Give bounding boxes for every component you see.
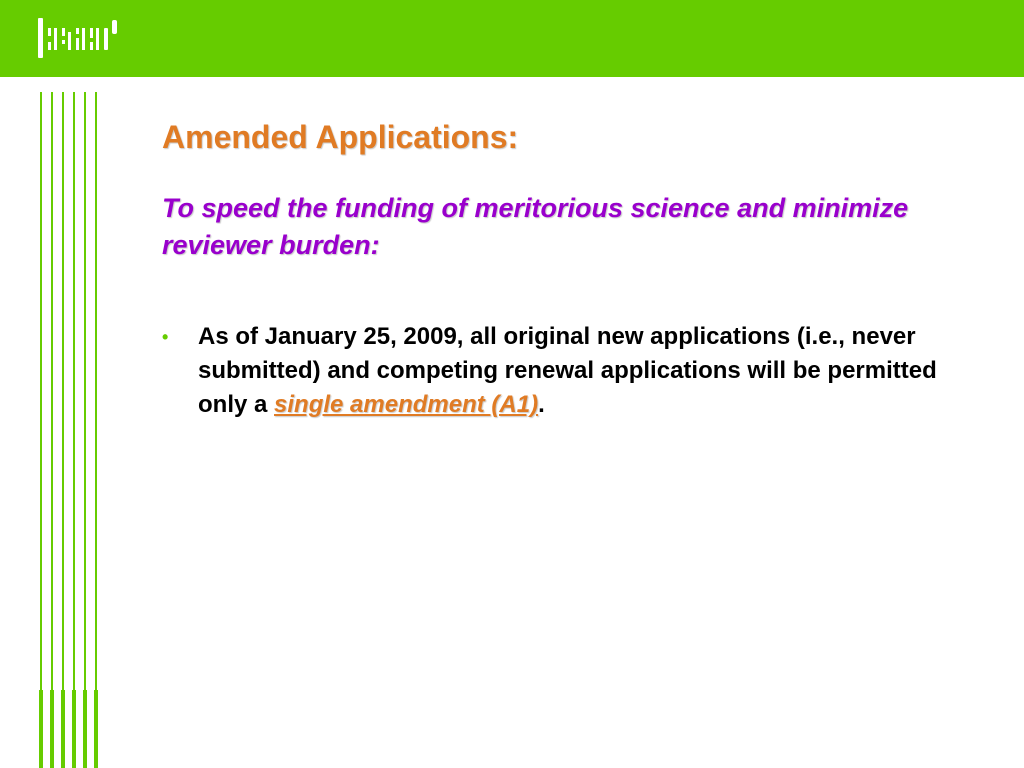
slide-title: Amended Applications: <box>162 119 519 155</box>
stripe-thick <box>61 690 65 768</box>
stripe-thick <box>50 690 54 768</box>
vertical-stripes-icon <box>38 92 110 768</box>
stripe-thin <box>84 92 86 692</box>
stripe-thin <box>40 92 42 692</box>
header-bar <box>0 0 1024 77</box>
stripe-thick <box>83 690 87 768</box>
bullet-text: As of January 25, 2009, all original new applications (i.e., never submitted) and competing renewal applications will be permitted only a <box>198 323 937 418</box>
stripe-thin <box>95 92 97 692</box>
stripe-thick <box>94 690 98 768</box>
stripe-thin <box>73 92 75 692</box>
nih-logo-icon <box>36 16 122 62</box>
bullet-text-end: . <box>538 391 545 418</box>
bullet-list <box>162 320 952 422</box>
slide-subtitle: To speed the funding of meritorious science and minimize reviewer burden: <box>162 193 909 260</box>
bullet-emphasis: single amendment (A1) <box>274 391 539 418</box>
bullet-marker: • <box>162 327 169 347</box>
stripe-thin <box>51 92 53 692</box>
bullet-item <box>162 320 952 422</box>
stripe-thick <box>72 690 76 768</box>
stripe-thin <box>62 92 64 692</box>
stripe-thick <box>39 690 43 768</box>
